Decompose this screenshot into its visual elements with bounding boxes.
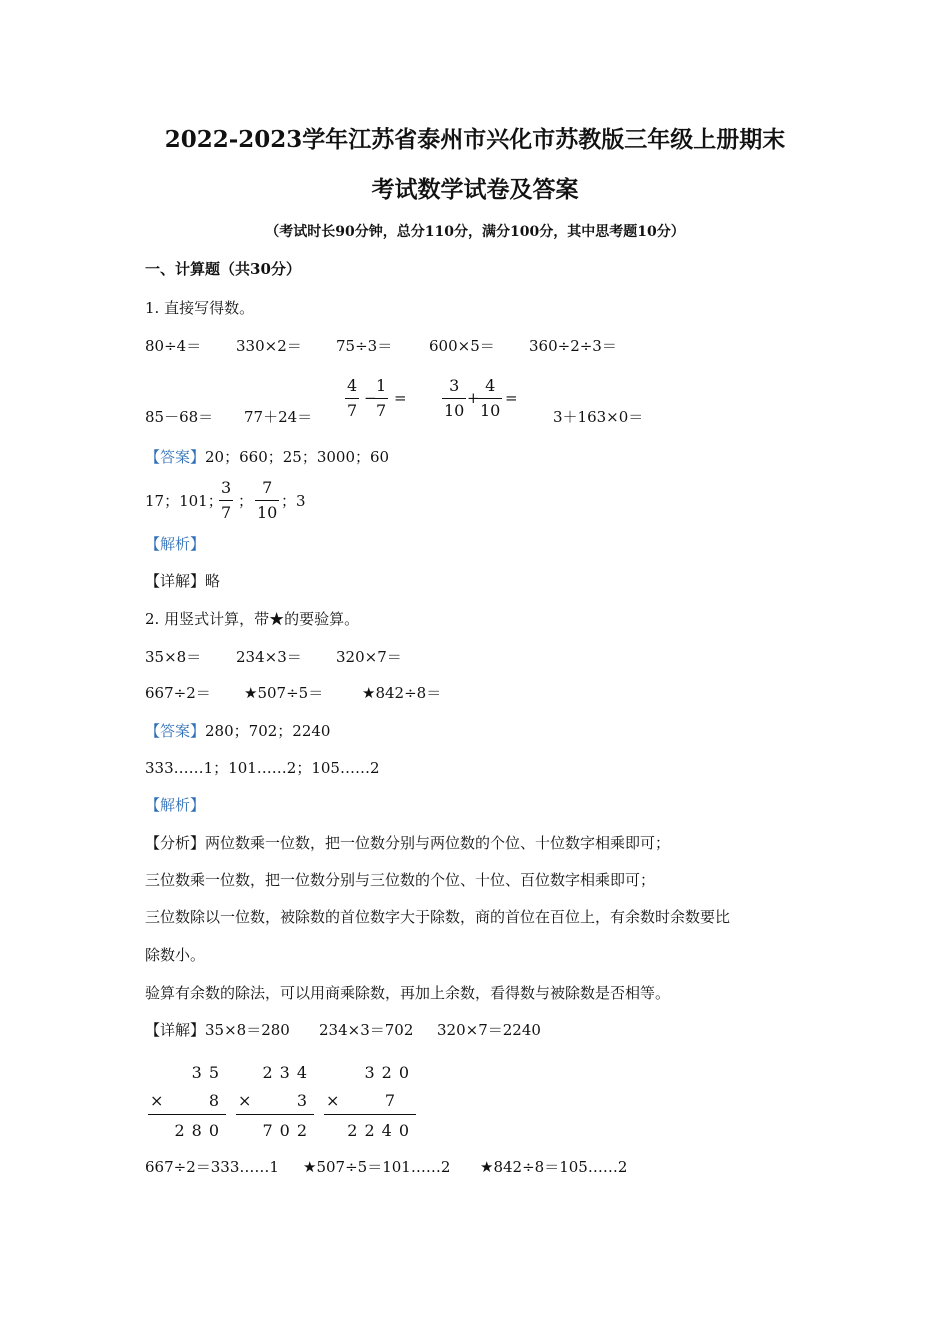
multiply-sign: × <box>326 1091 347 1110</box>
calc-item: ★842÷8＝ <box>362 684 442 702</box>
fraction-denominator: 10 <box>478 398 502 419</box>
calc-item: 35×8＝ <box>145 648 202 666</box>
detail-text: 【详解】略 <box>145 572 221 590</box>
detail-text: 234×3＝702 <box>319 1021 414 1039</box>
vertical-calculation <box>236 1065 314 1143</box>
question-2-title: 2. 用竖式计算，带★的要验算。 <box>145 610 360 628</box>
multiplier: 7 <box>384 1091 402 1110</box>
fraction <box>442 378 466 419</box>
fraction-numerator: 1 <box>376 376 387 395</box>
calc-item: 667÷2＝ <box>145 684 211 702</box>
detail-text: 320×7＝2240 <box>437 1021 541 1039</box>
answer-tag: 【答案】 <box>145 722 206 740</box>
division-result: ★842÷8＝105……2 <box>480 1158 628 1176</box>
answer-line <box>145 450 389 465</box>
equals-sign: = <box>394 389 407 407</box>
question-1-title: 1. 直接写得数。 <box>145 299 255 317</box>
answer-text: 333……1；101……2；105……2 <box>145 759 380 777</box>
product: 280 <box>174 1121 226 1140</box>
answer-fraction <box>255 480 279 521</box>
product: 2240 <box>347 1121 416 1140</box>
answer-text: ；3 <box>281 492 306 510</box>
vertical-calculation <box>148 1065 226 1143</box>
separator: ； <box>238 492 254 510</box>
fraction-numerator: 3 <box>221 478 232 497</box>
calc-item: 330×2＝ <box>236 337 302 355</box>
answer-text: 17；101； <box>145 492 223 510</box>
fraction-denominator: 7 <box>219 500 233 521</box>
analysis-text: 【分析】两位数乘一位数，把一位数分别与两位数的个位、十位数字相乘即可； <box>145 834 671 852</box>
answer-tag: 【答案】 <box>145 448 206 466</box>
fraction <box>345 378 359 419</box>
fraction-denominator: 10 <box>255 500 279 521</box>
answer-text: 280；702；2240 <box>205 722 331 740</box>
calc-item: 3＋163×0＝ <box>553 408 644 426</box>
section-heading: 一、计算题（共30分） <box>145 260 301 278</box>
fraction-numerator: 4 <box>485 376 496 395</box>
calc-item: 77＋24＝ <box>244 408 313 426</box>
calc-rule <box>236 1114 314 1115</box>
fraction-denominator: 7 <box>374 398 388 419</box>
fraction-numerator: 7 <box>262 478 273 497</box>
analysis-text: 三位数乘一位数，把一位数分别与三位数的个位、十位、百位数字相乘即可； <box>145 871 656 889</box>
calc-item: 360÷2÷3＝ <box>529 337 617 355</box>
equals-sign: = <box>505 389 518 407</box>
multiply-sign: × <box>238 1091 259 1110</box>
fraction-numerator: 4 <box>347 376 358 395</box>
analysis-text: 除数小。 <box>145 946 206 964</box>
operator: − <box>364 389 377 407</box>
operator: + <box>467 389 480 407</box>
calc-item: 85－68＝ <box>145 408 214 426</box>
division-result: 667÷2＝333……1 <box>145 1158 279 1176</box>
fraction-numerator: 3 <box>449 376 460 395</box>
detail-text: 【详解】35×8＝280 <box>145 1021 290 1039</box>
division-result: ★507÷5＝101……2 <box>303 1158 451 1176</box>
multiplicand: 35 <box>191 1063 226 1082</box>
calc-item: 80÷4＝ <box>145 337 202 355</box>
analysis-text: 验算有余数的除法，可以用商乘除数，再加上余数，看得数与被除数是否相等。 <box>145 984 671 1002</box>
fraction-denominator: 7 <box>345 398 359 419</box>
fraction-denominator: 10 <box>442 398 466 419</box>
multiplier: 8 <box>208 1091 226 1110</box>
multiplier: 3 <box>296 1091 314 1110</box>
document-title-line2: 考试数学试卷及答案 <box>371 176 579 203</box>
analysis-tag: 【解析】 <box>145 796 206 814</box>
calc-item: 234×3＝ <box>236 648 302 666</box>
vertical-calculation <box>324 1065 416 1143</box>
multiplicand: 320 <box>364 1063 416 1082</box>
fraction <box>374 378 388 419</box>
calc-item: 320×7＝ <box>336 648 402 666</box>
document-title-line1: 2022-2023学年江苏省泰州市兴化市苏教版三年级上册期末 <box>164 126 786 153</box>
answer-text: 20；660；25；3000；60 <box>205 448 390 466</box>
multiplicand: 234 <box>262 1063 314 1082</box>
multiply-sign: × <box>150 1091 171 1110</box>
calc-item: 600×5＝ <box>429 337 495 355</box>
analysis-text: 三位数除以一位数，被除数的首位数字大于除数，商的首位在百位上，有余数时余数要比 <box>145 908 731 926</box>
analysis-tag: 【解析】 <box>145 535 206 553</box>
calc-item: 75÷3＝ <box>336 337 393 355</box>
exam-info: （考试时长90分钟，总分110分，满分100分，其中思考题10分） <box>265 224 685 240</box>
answer-fraction <box>219 480 233 521</box>
calc-item: ★507÷5＝ <box>244 684 324 702</box>
calc-rule <box>148 1114 226 1115</box>
calc-rule <box>324 1114 416 1115</box>
product: 702 <box>262 1121 314 1140</box>
answer-line <box>145 724 330 739</box>
fraction <box>478 378 502 419</box>
